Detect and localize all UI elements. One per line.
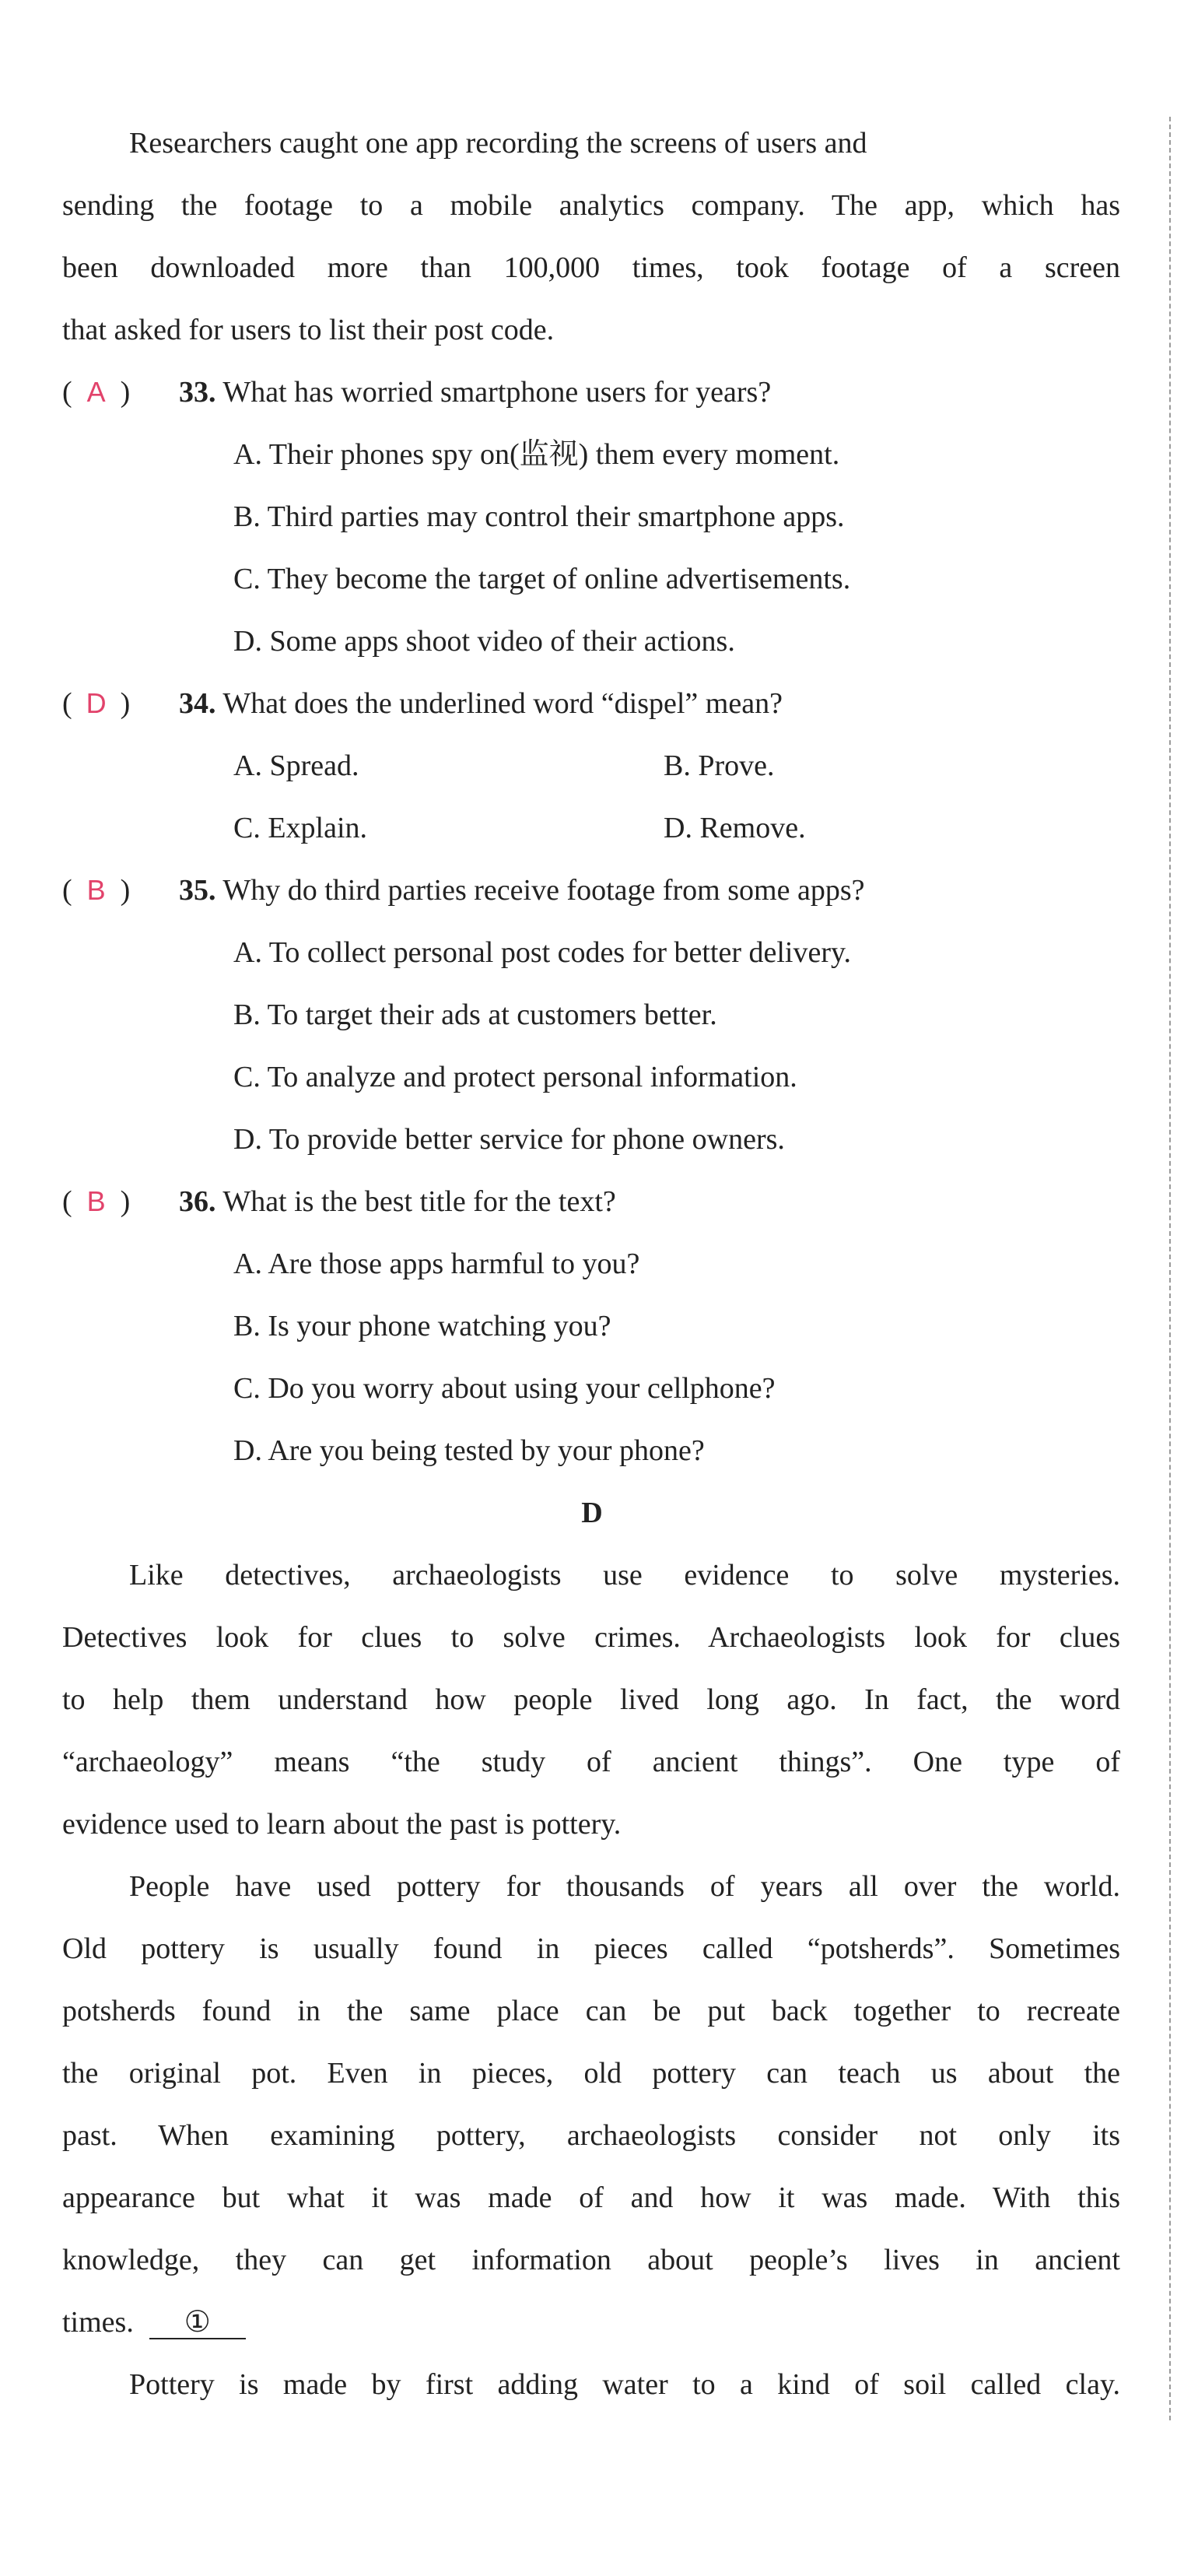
option-33-b: B. Third parties may control their smartphone apps. [233,500,845,533]
option-33-c: C. They become the target of online advertisements. [233,563,851,595]
question-34: ( D ) 34. What does the underlined word “dispel” mean? [62,685,783,722]
question-stem: What has worried smartphone users for years? [222,376,772,409]
para3-line-1: Pottery is made by first adding water to a kind of soil called clay. [129,2368,1120,2401]
answer-33: A [86,376,106,408]
question-36: ( B ) 36. What is the best title for the text? [62,1183,616,1220]
para2-line-8-text: times. [62,2306,134,2339]
passage-c-line-3: been downloaded more than 100,000 times, took footage of a screen [62,251,1120,284]
passage-c-line-4: that asked for users to list their post code. [62,314,555,346]
answer-35: B [86,874,106,906]
answer-blank[interactable]: ① [149,2307,246,2339]
option-36-d: D. Are you being tested by your phone? [233,1434,705,1467]
para1-line-5: evidence used to learn about the past is pottery. [62,1808,622,1841]
question-stem: What is the best title for the text? [222,1185,616,1218]
option-33-d: D. Some apps shoot video of their actions. [233,625,735,658]
section-title: D [581,1497,603,1529]
para2-line-5: past. When examining pottery, archaeologists consider not only its [62,2119,1120,2152]
question-number: 36. [179,1185,216,1218]
option-34-a: A. Spread. [233,749,359,782]
option-34-b: B. Prove. [664,749,775,782]
para2-line-1: People have used pottery for thousands of years all over the world. [129,1870,1120,1903]
option-34-d: D. Remove. [664,812,806,844]
option-35-c: C. To analyze and protect personal information. [233,1061,797,1093]
para2-line-2: Old pottery is usually found in pieces called “potsherds”. Sometimes [62,1932,1120,1965]
question-33: ( A ) 33. What has worried smartphone users for years? [62,374,771,411]
question-number: 35. [179,874,216,907]
para2-line-8 [62,2304,246,2341]
passage-c-line-2: sending the footage to a mobile analytics company. The app, which has [62,189,1120,222]
option-34-c: C. Explain. [233,812,368,844]
answer-36: B [86,1185,106,1217]
question-35: ( B ) 35. Why do third parties receive footage from some apps? [62,872,864,909]
para2-line-4: the original pot. Even in pieces, old pottery can teach us about the [62,2057,1120,2090]
question-stem: What does the underlined word “dispel” mean? [222,687,783,720]
option-36-c: C. Do you worry about using your cellphone? [233,1372,776,1405]
option-35-d: D. To provide better service for phone owners. [233,1123,785,1156]
passage-c-line-1: Researchers caught one app recording the screens of users and [129,127,867,160]
option-36-b: B. Is your phone watching you? [233,1310,611,1342]
question-stem: Why do third parties receive footage from some apps? [222,874,865,907]
question-number: 34. [179,687,216,720]
para2-line-7: knowledge, they can get information about people’s lives in ancient [62,2244,1120,2276]
option-35-a: A. To collect personal post codes for better delivery. [233,936,852,969]
para1-line-3: to help them understand how people lived long ago. In fact, the word [62,1683,1120,1716]
option-36-a: A. Are those apps harmful to you? [233,1248,640,1280]
para2-line-6: appearance but what it was made of and how it was made. With this [62,2181,1120,2214]
option-33-a: A. Their phones spy on(监视) them every moment. [233,438,840,471]
question-number: 33. [179,376,216,409]
para1-line-4: “archaeology” means “the study of ancient things”. One type of [62,1746,1120,1778]
para2-line-3: potsherds found in the same place can be put back together to recreate [62,1995,1120,2027]
para1-line-2: Detectives look for clues to solve crimes. Archaeologists look for clues [62,1621,1120,1654]
option-35-b: B. To target their ads at customers better. [233,998,717,1031]
margin-dashed-rule [1169,117,1171,2420]
para1-line-1: Like detectives, archaeologists use evidence to solve mysteries. [129,1559,1120,1592]
answer-34: D [86,687,107,719]
